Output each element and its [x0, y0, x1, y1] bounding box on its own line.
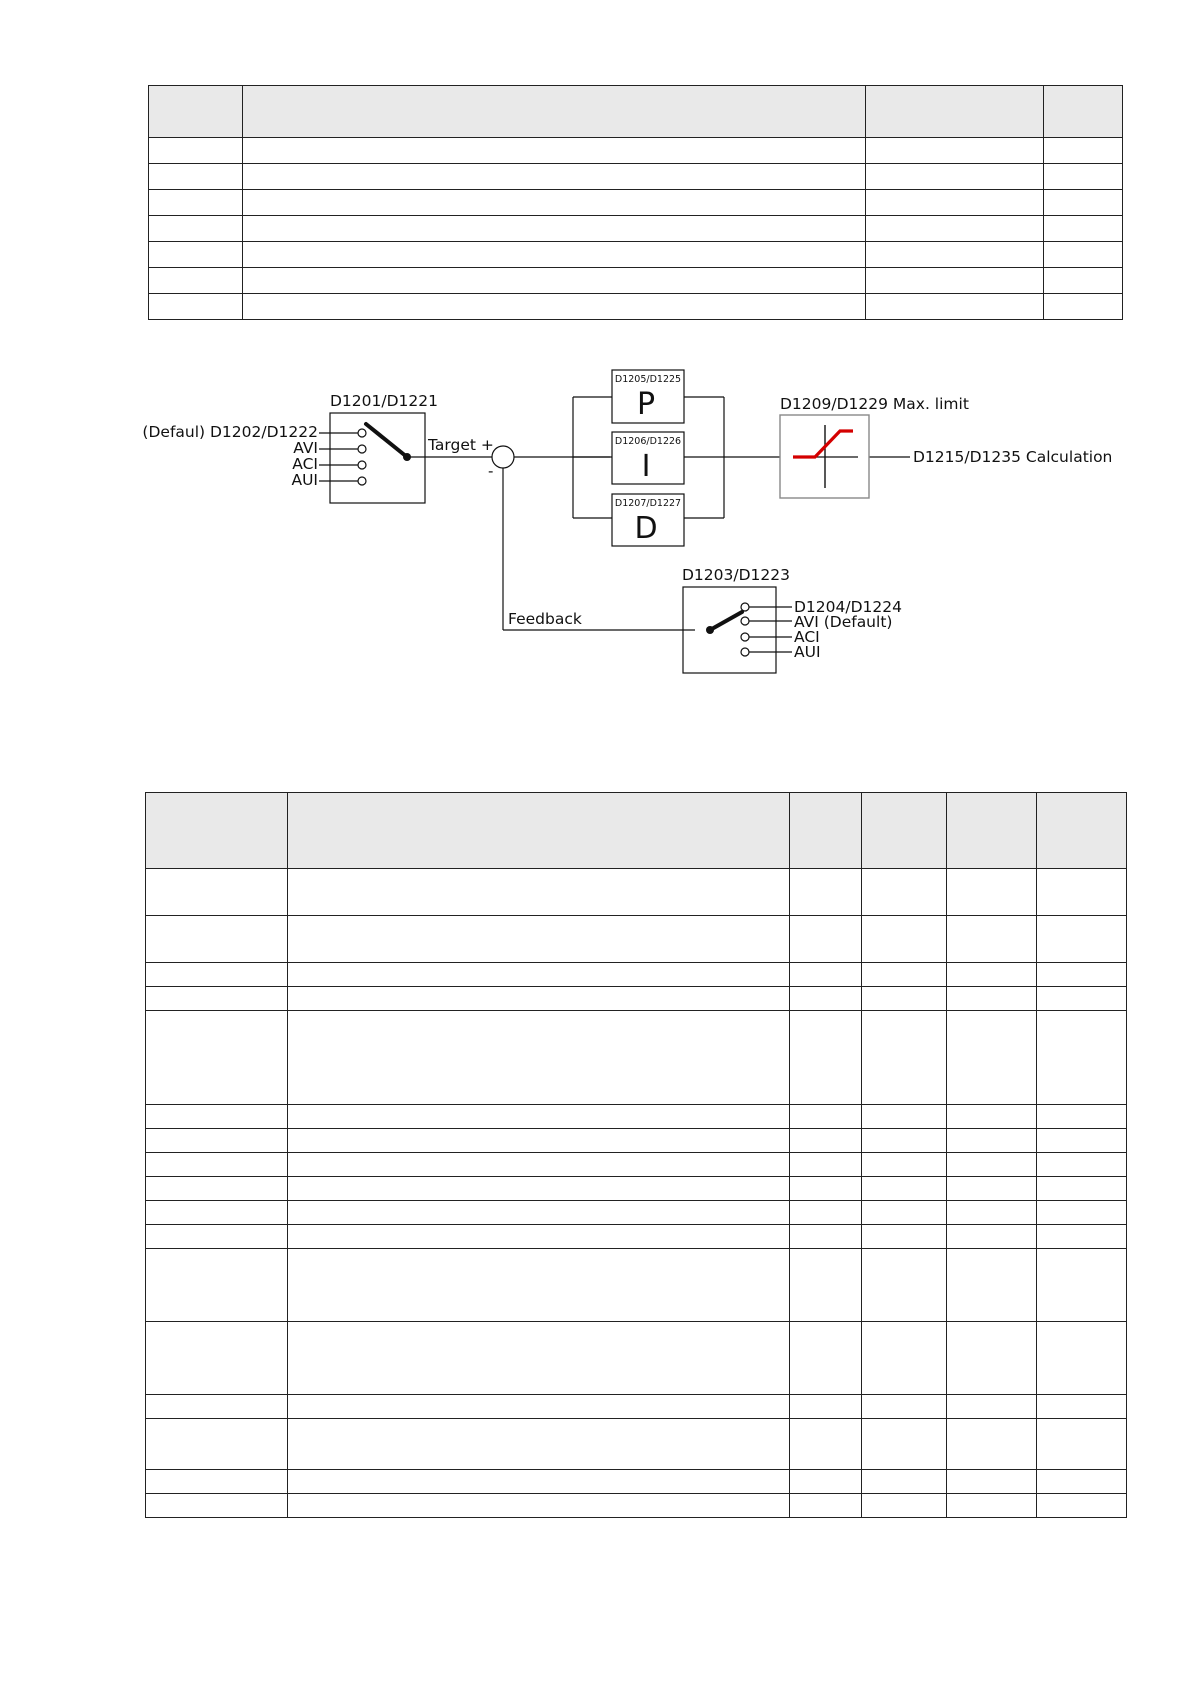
header-cell	[866, 86, 1044, 138]
table-cell	[1037, 1395, 1127, 1419]
table-cell	[866, 242, 1044, 268]
table-cell	[243, 164, 866, 190]
table-cell	[243, 294, 866, 320]
table-cell	[1044, 294, 1123, 320]
table-cell	[288, 1201, 790, 1225]
table-row	[146, 1395, 1127, 1419]
table-cell	[790, 1105, 862, 1129]
table-cell	[1037, 1419, 1127, 1470]
table-cell	[1044, 190, 1123, 216]
table-cell	[243, 242, 866, 268]
table-cell	[149, 164, 243, 190]
table-cell	[1044, 242, 1123, 268]
table-header-row	[149, 86, 1123, 138]
table-cell	[288, 1419, 790, 1470]
target-switch-lever	[366, 424, 407, 457]
i-param-label: D1206/D1226	[614, 436, 682, 447]
table-cell	[862, 1153, 947, 1177]
table-row	[146, 1419, 1127, 1470]
table-cell	[149, 294, 243, 320]
table-row	[146, 1470, 1127, 1494]
table-cell	[862, 1011, 947, 1105]
table-cell	[947, 1249, 1037, 1322]
table-cell	[149, 242, 243, 268]
table-row	[149, 138, 1123, 164]
table-cell	[866, 294, 1044, 320]
table-cell	[790, 987, 862, 1011]
table-cell	[1044, 268, 1123, 294]
table-cell	[1037, 1225, 1127, 1249]
table-cell	[1037, 1129, 1127, 1153]
table-row	[146, 1322, 1127, 1395]
table-row	[146, 1129, 1127, 1153]
table-cell	[862, 1225, 947, 1249]
feedback-label: Feedback	[508, 610, 582, 628]
header-cell	[146, 793, 288, 869]
table-cell	[1037, 1322, 1127, 1395]
table-cell	[149, 216, 243, 242]
pid-block-diagram	[0, 360, 1190, 690]
table-cell	[862, 1129, 947, 1153]
target-input-avi: AVI	[293, 439, 318, 457]
table-cell	[146, 1153, 288, 1177]
table-row	[146, 963, 1127, 987]
table-cell	[790, 1201, 862, 1225]
minus-sign: -	[488, 462, 494, 480]
header-cell	[947, 793, 1037, 869]
table-cell	[288, 1105, 790, 1129]
table-cell	[288, 1470, 790, 1494]
table-cell	[947, 1322, 1037, 1395]
table-cell	[947, 1129, 1037, 1153]
table-cell	[790, 1395, 862, 1419]
output-label: D1215/D1235 Calculation	[913, 448, 1113, 466]
d-letter: D	[634, 511, 658, 546]
feedback-input-avi: AVI (Default)	[794, 613, 893, 631]
table-cell	[1037, 869, 1127, 916]
table-cell	[288, 1129, 790, 1153]
table-cell	[288, 1494, 790, 1518]
table-cell	[947, 1177, 1037, 1201]
table-cell	[862, 1470, 947, 1494]
table-cell	[866, 138, 1044, 164]
table-cell	[947, 1395, 1037, 1419]
p-letter: P	[636, 387, 656, 422]
table-cell	[146, 1395, 288, 1419]
table-cell	[790, 916, 862, 963]
table-cell	[862, 987, 947, 1011]
table-cell	[862, 1105, 947, 1129]
target-selector-label: D1201/D1221	[330, 392, 438, 410]
header-cell	[149, 86, 243, 138]
table-cell	[790, 1225, 862, 1249]
table-cell	[790, 1470, 862, 1494]
table-cell	[790, 1153, 862, 1177]
table-cell	[243, 138, 866, 164]
summing-junction	[492, 446, 514, 468]
target-label: Target +	[428, 436, 494, 454]
table-row	[146, 869, 1127, 916]
table-cell	[1037, 916, 1127, 963]
table-cell	[790, 1177, 862, 1201]
feedback-input-aci: ACI	[794, 628, 820, 646]
table-cell	[862, 1322, 947, 1395]
table-cell	[862, 869, 947, 916]
table-cell	[146, 869, 288, 916]
i-letter: I	[641, 449, 651, 484]
table-cell	[790, 1129, 862, 1153]
table-cell	[947, 1419, 1037, 1470]
table-cell	[146, 1011, 288, 1105]
table-cell	[947, 869, 1037, 916]
parameter-table-top	[148, 85, 1123, 320]
feedback-switch-lever	[710, 612, 742, 630]
table-cell	[947, 1201, 1037, 1225]
table-cell	[288, 1322, 790, 1395]
table-cell	[146, 1322, 288, 1395]
feedback-input-aui: AUI	[794, 643, 821, 661]
table-cell	[862, 1494, 947, 1518]
table-cell	[149, 268, 243, 294]
table-cell	[149, 190, 243, 216]
table-cell	[146, 963, 288, 987]
table-cell	[288, 1395, 790, 1419]
p-param-label: D1205/D1225	[614, 374, 682, 385]
table-cell	[146, 987, 288, 1011]
table-cell	[862, 1201, 947, 1225]
header-cell	[1037, 793, 1127, 869]
table-cell	[1044, 164, 1123, 190]
table-cell	[288, 1153, 790, 1177]
table-cell	[288, 1177, 790, 1201]
table-cell	[243, 190, 866, 216]
table-cell	[947, 1105, 1037, 1129]
table-cell	[862, 1177, 947, 1201]
table-cell	[947, 1011, 1037, 1105]
table-cell	[790, 869, 862, 916]
header-cell	[1044, 86, 1123, 138]
table-header-row	[146, 793, 1127, 869]
table-cell	[862, 963, 947, 987]
table-cell	[866, 190, 1044, 216]
table-cell	[862, 1395, 947, 1419]
table-cell	[947, 987, 1037, 1011]
table-cell	[866, 164, 1044, 190]
table-row	[146, 1177, 1127, 1201]
table-cell	[146, 916, 288, 963]
table-cell	[1037, 1153, 1127, 1177]
table-cell	[947, 963, 1037, 987]
p-block	[612, 370, 684, 423]
table-cell	[146, 1129, 288, 1153]
header-cell	[243, 86, 866, 138]
table-row	[146, 1201, 1127, 1225]
table-cell	[790, 1011, 862, 1105]
table-row	[149, 164, 1123, 190]
table-cell	[947, 1153, 1037, 1177]
table-cell	[790, 1249, 862, 1322]
table-cell	[146, 1494, 288, 1518]
table-cell	[288, 1249, 790, 1322]
table-cell	[146, 1249, 288, 1322]
table-row	[146, 1249, 1127, 1322]
table-row	[146, 987, 1127, 1011]
table-row	[146, 1011, 1127, 1105]
table-row	[149, 190, 1123, 216]
table-cell	[1037, 1249, 1127, 1322]
table-cell	[790, 1322, 862, 1395]
table-cell	[947, 916, 1037, 963]
table-cell	[149, 138, 243, 164]
table-cell	[243, 216, 866, 242]
table-cell	[146, 1105, 288, 1129]
table-cell	[1037, 1011, 1127, 1105]
table-row	[149, 294, 1123, 320]
table-row	[146, 1225, 1127, 1249]
table-cell	[862, 1419, 947, 1470]
target-input-aui: AUI	[291, 471, 318, 489]
table-cell	[1044, 216, 1123, 242]
parameter-table-bottom	[145, 792, 1127, 1518]
table-cell	[1037, 963, 1127, 987]
target-input-default: (Defaul) D1202/D1222	[142, 423, 318, 441]
table-row	[149, 268, 1123, 294]
i-block	[612, 432, 684, 484]
table-cell	[866, 268, 1044, 294]
table-cell	[862, 1249, 947, 1322]
table-cell	[146, 1201, 288, 1225]
table-cell	[1037, 1470, 1127, 1494]
table-cell	[790, 1419, 862, 1470]
table-row	[146, 1153, 1127, 1177]
table-cell	[1044, 138, 1123, 164]
table-cell	[288, 987, 790, 1011]
table-cell	[146, 1177, 288, 1201]
table-row	[146, 916, 1127, 963]
table-cell	[1037, 987, 1127, 1011]
table-cell	[862, 916, 947, 963]
table-cell	[243, 268, 866, 294]
table-cell	[947, 1225, 1037, 1249]
feedback-selector-box	[683, 587, 776, 673]
table-row	[146, 1105, 1127, 1129]
table-row	[146, 1494, 1127, 1518]
table-cell	[288, 916, 790, 963]
feedback-input-d1204: D1204/D1224	[794, 598, 902, 616]
table-cell	[947, 1494, 1037, 1518]
table-cell	[146, 1225, 288, 1249]
table-row	[149, 216, 1123, 242]
table-cell	[1037, 1105, 1127, 1129]
table-cell	[1037, 1494, 1127, 1518]
table-cell	[1037, 1177, 1127, 1201]
table-cell	[146, 1419, 288, 1470]
max-limit-block	[780, 415, 869, 498]
target-input-aci: ACI	[292, 455, 318, 473]
table-cell	[790, 963, 862, 987]
table-row	[149, 242, 1123, 268]
d-block	[612, 494, 684, 546]
table-cell	[288, 869, 790, 916]
table-cell	[866, 216, 1044, 242]
limit-label: D1209/D1229 Max. limit	[780, 395, 969, 413]
d-param-label: D1207/D1227	[614, 498, 682, 509]
table-cell	[790, 1494, 862, 1518]
table-cell	[146, 1470, 288, 1494]
header-cell	[790, 793, 862, 869]
table-cell	[947, 1470, 1037, 1494]
table-cell	[288, 963, 790, 987]
table-cell	[288, 1011, 790, 1105]
table-cell	[288, 1225, 790, 1249]
table-cell	[1037, 1201, 1127, 1225]
header-cell	[288, 793, 790, 869]
header-cell	[862, 793, 947, 869]
feedback-selector-label: D1203/D1223	[682, 566, 790, 584]
